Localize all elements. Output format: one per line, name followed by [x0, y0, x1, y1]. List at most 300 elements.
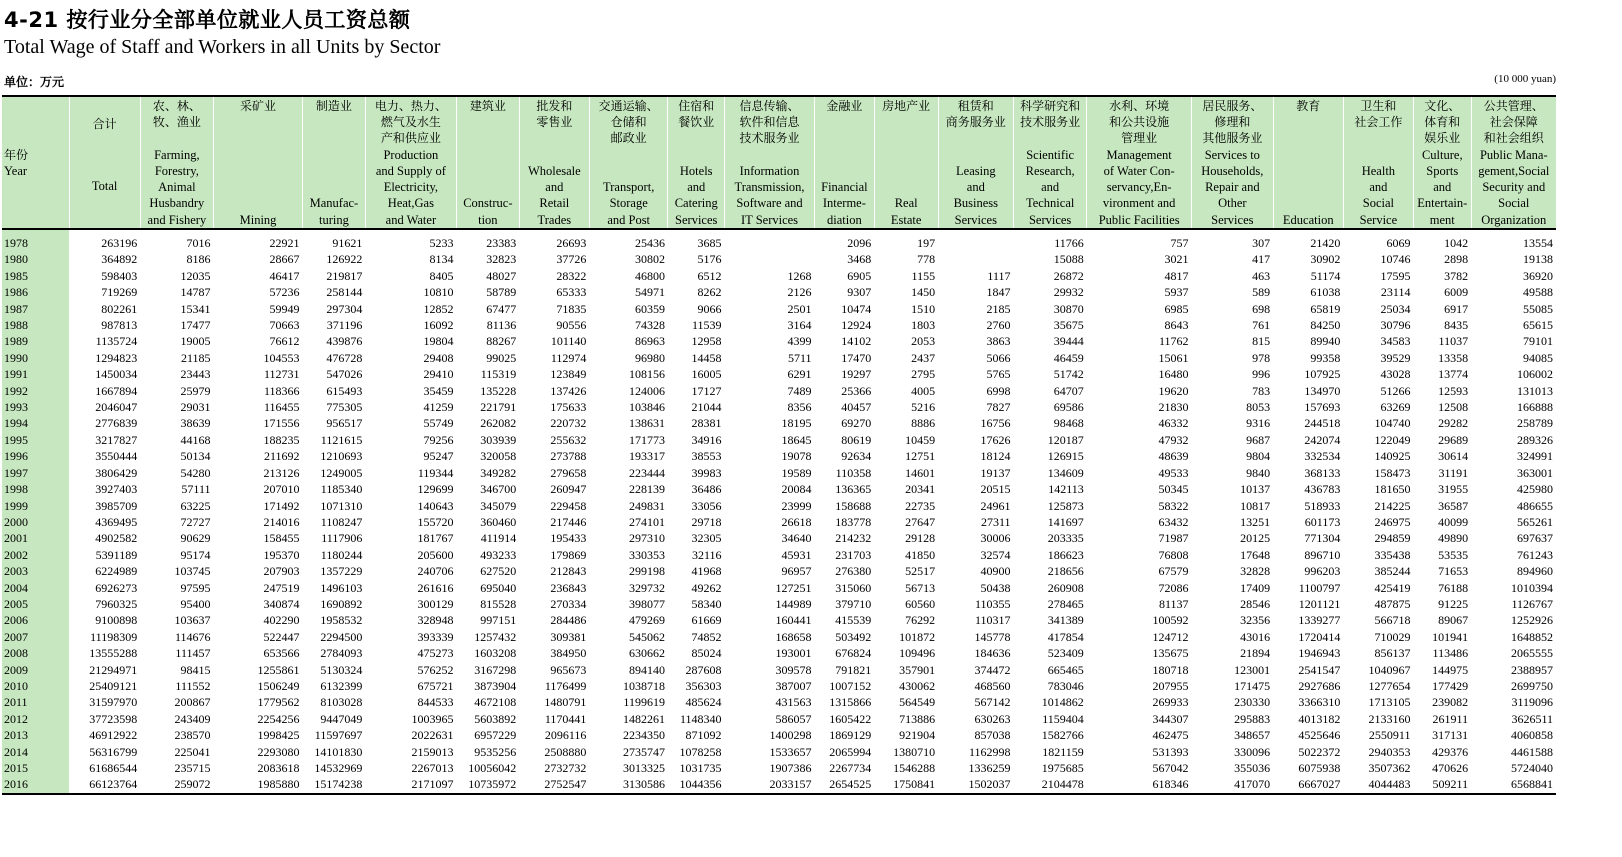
value-cell: 815528	[480, 596, 517, 611]
value-cell: 2159013	[411, 744, 454, 759]
value-cell: 55749	[423, 416, 454, 431]
value-cell: 39529	[1380, 350, 1411, 365]
value-cell: 53535	[1438, 547, 1469, 562]
value-cell: 1007152	[829, 678, 872, 693]
value-cell: 1336259	[968, 761, 1011, 775]
value-cell: 103637	[174, 613, 211, 628]
value-cell: 15341	[180, 301, 211, 316]
value-cell: 17127	[691, 383, 722, 398]
value-cell: 145778	[974, 629, 1011, 644]
table-row	[2, 612, 1556, 628]
value-cell: 856137	[1374, 646, 1411, 661]
value-cell: 2053	[911, 334, 936, 349]
value-cell: 1975685	[1041, 761, 1084, 775]
value-cell: 76808	[1158, 547, 1189, 562]
value-cell: 92634	[841, 449, 872, 464]
value-cell: 158473	[1374, 465, 1411, 480]
value-cell: 3366310	[1298, 695, 1341, 710]
value-cell: 246975	[1374, 514, 1411, 529]
value-cell: 330096	[1234, 744, 1271, 759]
value-cell: 13554	[1523, 236, 1553, 250]
value-cell: 309578	[775, 662, 812, 677]
value-cell: 630263	[974, 711, 1011, 726]
value-cell: 235715	[174, 761, 211, 775]
value-cell: 110317	[974, 613, 1011, 628]
value-cell: 131013	[1517, 383, 1553, 398]
value-cell: 101140	[550, 334, 587, 349]
value-cell: 221791	[480, 400, 517, 415]
value-cell: 260947	[550, 482, 587, 497]
value-cell: 618346	[1087, 776, 1192, 793]
value-cell: 14102	[841, 334, 872, 349]
value-cell: 387007	[775, 678, 812, 693]
value-cell: 51174	[1310, 268, 1341, 283]
value-cell: 19137	[980, 465, 1011, 480]
value-cell: 242074	[1304, 432, 1341, 447]
value-cell: 1210693	[320, 449, 363, 464]
value-cell: 1582766	[1041, 728, 1084, 743]
value-cell: 52517	[905, 564, 936, 579]
value-cell: 1014862	[1041, 695, 1084, 710]
year-cell: 1996	[2, 448, 69, 464]
value-cell: 110358	[835, 465, 872, 480]
value-cell: 19005	[180, 334, 211, 349]
page-title-en: Total Wage of Staff and Workers in all Units by Sector	[4, 36, 441, 58]
value-cell: 425980	[1517, 482, 1553, 497]
value-cell: 6917	[1444, 301, 1469, 316]
value-cell: 25409121	[89, 678, 138, 693]
value-cell: 3550444	[95, 449, 138, 464]
table-row	[2, 530, 1556, 546]
value-cell: 11539	[691, 318, 722, 333]
value-cell: 21044	[691, 400, 722, 415]
table-row	[2, 645, 1556, 661]
value-cell: 30796	[1380, 318, 1411, 333]
value-cell: 330353	[628, 547, 665, 562]
value-cell: 10735972	[456, 776, 519, 793]
value-cell: 12958	[691, 334, 722, 349]
value-cell: 3130586	[589, 776, 668, 793]
value-cell: 567142	[974, 695, 1011, 710]
value-cell: 921904	[899, 728, 936, 743]
value-cell: 104553	[263, 350, 300, 365]
value-cell	[938, 229, 1013, 251]
value-cell: 56713	[905, 580, 936, 595]
value-cell: 28381	[691, 416, 722, 431]
value-cell: 294859	[1374, 531, 1411, 546]
value-cell: 28322	[556, 268, 587, 283]
value-cell: 2388957	[1511, 662, 1553, 677]
value-cell: 509211	[1413, 776, 1471, 793]
value-cell: 214016	[263, 514, 300, 529]
value-cell: 81136	[486, 318, 517, 333]
value-cell: 71653	[1438, 564, 1469, 579]
year-cell: 1991	[2, 366, 69, 382]
column-header-cn: 公共管理、 社会保障 和社会组织	[1483, 99, 1544, 145]
value-cell: 315060	[835, 580, 872, 595]
value-cell: 996203	[1304, 564, 1341, 579]
value-cell: 757	[1170, 236, 1189, 250]
value-cell: 4525646	[1298, 728, 1341, 743]
value-cell: 462475	[1152, 728, 1189, 743]
value-cell: 37723598	[89, 711, 138, 726]
value-cell: 3021	[1164, 252, 1189, 267]
table-row	[2, 547, 1556, 563]
value-cell: 1315866	[829, 695, 872, 710]
value-cell: 1821159	[1042, 744, 1084, 759]
column-header	[214, 96, 303, 229]
value-cell: 5022372	[1298, 744, 1341, 759]
value-cell: 28546	[1240, 596, 1271, 611]
value-cell: 761243	[1517, 547, 1553, 562]
value-cell: 297304	[326, 301, 363, 316]
value-cell: 783046	[1047, 678, 1084, 693]
value-cell: 46912922	[89, 728, 138, 743]
value-cell: 60359	[634, 301, 665, 316]
value-cell: 43028	[1380, 367, 1411, 382]
column-header	[1273, 96, 1343, 229]
value-cell: 815	[1252, 334, 1271, 349]
value-cell: 19589	[781, 465, 812, 480]
value-cell: 158688	[835, 498, 872, 513]
value-cell: 2185	[986, 301, 1011, 316]
column-header-en: Scientific Research, and Technical Services	[1025, 147, 1075, 227]
value-cell: 195370	[263, 547, 300, 562]
value-cell: 88267	[486, 334, 517, 349]
value-cell: 5176	[697, 252, 722, 267]
column-header	[938, 96, 1013, 229]
value-cell: 138631	[628, 416, 665, 431]
value-cell: 3507362	[1368, 761, 1411, 775]
value-cell: 21420	[1310, 236, 1341, 250]
value-cell: 18195	[781, 416, 812, 431]
value-cell: 137426	[550, 383, 587, 398]
table-row	[2, 760, 1556, 776]
value-cell: 5066	[986, 350, 1011, 365]
value-cell: 379710	[835, 596, 872, 611]
value-cell: 34583	[1380, 334, 1411, 349]
value-cell: 6291	[787, 367, 812, 382]
column-header	[519, 96, 589, 229]
value-cell: 1078258	[679, 744, 722, 759]
value-cell: 13358	[1438, 350, 1469, 365]
value-cell: 32356	[1240, 613, 1271, 628]
value-cell: 1380710	[893, 744, 936, 759]
value-cell: 1648852	[1511, 629, 1553, 644]
value-cell: 55085	[1523, 301, 1553, 316]
value-cell: 1869129	[829, 728, 872, 743]
value-cell: 503492	[835, 629, 872, 644]
value-cell: 1480791	[544, 695, 587, 710]
value-cell: 38553	[691, 449, 722, 464]
value-cell: 307	[1252, 236, 1271, 250]
value-cell: 2234350	[622, 728, 665, 743]
value-cell: 1042	[1444, 236, 1469, 250]
value-cell: 27647	[905, 514, 936, 529]
value-cell: 32574	[980, 547, 1011, 562]
value-cell: 21294971	[89, 662, 138, 677]
value-cell: 260908	[1047, 580, 1084, 595]
value-cell: 58340	[691, 596, 722, 611]
value-cell: 4461588	[1511, 744, 1553, 759]
value-cell: 51266	[1380, 383, 1411, 398]
column-header-en: Wholesale and Retail Trades	[527, 163, 581, 227]
value-cell: 217446	[550, 514, 587, 529]
column-header-en: Transport, Storage and Post	[603, 180, 655, 227]
value-cell: 177429	[1432, 678, 1469, 693]
value-cell: 31955	[1438, 482, 1469, 497]
column-header-en: Leasing and Business Services	[953, 163, 999, 227]
table-row	[2, 563, 1556, 579]
value-cell: 5233	[429, 236, 454, 250]
table-row	[2, 596, 1556, 612]
year-cell: 2006	[2, 612, 69, 628]
value-cell: 171492	[263, 498, 300, 513]
value-cell: 219817	[326, 268, 363, 283]
value-cell: 894960	[1517, 564, 1553, 579]
value-cell: 229458	[550, 498, 587, 513]
value-cell: 76612	[269, 334, 300, 349]
value-cell: 31191	[1438, 465, 1469, 480]
value-cell: 1482261	[622, 711, 665, 726]
value-cell: 5391189	[95, 547, 138, 562]
column-header-en: Real Estate	[890, 196, 922, 227]
value-cell: 1690892	[320, 596, 363, 611]
value-cell: 586057	[775, 711, 812, 726]
value-cell: 4817	[1164, 268, 1189, 283]
value-cell: 29932	[1053, 285, 1084, 300]
value-cell: 522447	[263, 629, 300, 644]
value-cell: 35675	[1053, 318, 1084, 333]
page-title-cn: 4-21 按行业分全部单位就业人员工资总额	[4, 8, 411, 32]
value-cell: 223444	[628, 465, 665, 480]
value-cell: 531393	[1152, 744, 1189, 759]
value-cell: 2126	[787, 285, 812, 300]
value-cell: 212843	[550, 564, 587, 579]
value-cell: 12751	[905, 449, 936, 464]
value-cell: 719269	[101, 285, 138, 300]
column-header	[668, 96, 725, 229]
table-row	[2, 580, 1556, 596]
value-cell: 1185340	[320, 482, 363, 497]
value-cell: 171773	[628, 432, 665, 447]
value-cell: 20125	[1240, 531, 1271, 546]
value-cell: 6905	[847, 268, 872, 283]
value-cell: 10137	[1240, 482, 1271, 497]
value-cell: 119344	[417, 465, 454, 480]
value-cell: 27311	[980, 514, 1011, 529]
value-cell: 2096116	[544, 728, 587, 743]
value-cell: 2654525	[815, 776, 875, 793]
column-header-en: Manufac- turing	[309, 196, 359, 227]
value-cell: 1162998	[968, 744, 1011, 759]
value-cell: 38639	[180, 416, 211, 431]
value-cell: 2267734	[829, 761, 872, 775]
value-cell: 29282	[1438, 416, 1469, 431]
value-cell: 615493	[326, 383, 363, 398]
value-cell: 124712	[1152, 629, 1189, 644]
value-cell: 65819	[1310, 301, 1341, 316]
year-cell: 1988	[2, 317, 69, 333]
value-cell: 2267013	[411, 761, 454, 775]
value-cell: 956517	[326, 416, 363, 431]
value-cell: 36587	[1438, 498, 1469, 513]
value-cell: 997151	[480, 613, 517, 628]
value-cell: 64707	[1053, 383, 1084, 398]
value-cell: 978	[1252, 350, 1271, 365]
value-cell: 566718	[1374, 613, 1411, 628]
value-cell: 85024	[691, 646, 722, 661]
value-cell: 6224989	[95, 564, 138, 579]
value-cell: 332534	[1304, 449, 1341, 464]
value-cell: 175633	[550, 400, 587, 415]
value-cell: 10810	[423, 285, 454, 300]
value-cell: 5724040	[1511, 761, 1553, 775]
value-cell: 1603208	[474, 646, 517, 661]
value-cell: 101941	[1432, 629, 1469, 644]
value-cell: 3782	[1444, 268, 1469, 283]
value-cell: 61686544	[89, 761, 138, 775]
value-cell: 1339277	[1298, 613, 1341, 628]
value-cell: 142113	[1048, 482, 1084, 497]
value-cell: 1199619	[623, 695, 665, 710]
value-cell: 15088	[1053, 252, 1084, 267]
value-cell: 1010394	[1511, 580, 1553, 595]
value-cell: 2776839	[95, 416, 138, 431]
value-cell: 479269	[628, 613, 665, 628]
year-cell: 1995	[2, 432, 69, 448]
value-cell: 1249005	[320, 465, 363, 480]
value-cell: 713886	[899, 711, 936, 726]
value-cell: 4399	[787, 334, 812, 349]
value-cell: 2437	[911, 350, 936, 365]
table-row	[2, 711, 1556, 727]
value-cell: 123001	[1234, 662, 1271, 677]
value-cell: 214225	[1374, 498, 1411, 513]
value-cell: 126922	[326, 252, 363, 267]
value-cell: 116455	[263, 400, 300, 415]
value-cell: 50438	[980, 580, 1011, 595]
value-cell: 218656	[1047, 564, 1084, 579]
value-cell: 48639	[1158, 449, 1189, 464]
column-header-en: Year	[4, 163, 28, 178]
value-cell: 96957	[781, 564, 812, 579]
value-cell: 16756	[980, 416, 1011, 431]
value-cell: 46332	[1158, 416, 1189, 431]
value-cell: 214232	[835, 531, 872, 546]
value-cell: 72727	[180, 514, 211, 529]
value-cell: 429376	[1432, 744, 1469, 759]
value-cell: 4902582	[95, 531, 138, 546]
value-cell: 8356	[787, 400, 812, 415]
value-cell: 6075938	[1298, 761, 1341, 775]
table-row	[2, 776, 1556, 793]
column-header-cn: 住宿和 餐饮业	[678, 99, 715, 129]
value-cell: 247519	[263, 580, 300, 595]
value-cell: 258144	[326, 285, 363, 300]
value-cell: 567042	[1152, 761, 1189, 775]
value-cell: 90556	[556, 318, 587, 333]
column-header	[2, 96, 69, 229]
value-cell: 21894	[1240, 646, 1271, 661]
value-cell: 463	[1252, 268, 1271, 283]
value-cell: 417	[1252, 252, 1271, 267]
value-cell: 25436	[634, 236, 665, 250]
value-cell: 49890	[1438, 531, 1469, 546]
value-cell: 15061	[1158, 350, 1189, 365]
value-cell: 89940	[1310, 334, 1341, 349]
unit-label-en: (10 000 yuan)	[1494, 73, 1556, 85]
value-cell: 697637	[1517, 531, 1553, 546]
value-cell: 547026	[326, 367, 363, 382]
value-cell: 205600	[417, 547, 454, 562]
value-cell: 6985	[1164, 301, 1189, 316]
column-header-en: Culture, Sports and Entertain- ment	[1417, 147, 1468, 227]
column-header-cn: 教育	[1296, 99, 1321, 113]
value-cell: 3164	[787, 318, 812, 333]
value-cell	[938, 251, 1013, 267]
value-cell: 324991	[1517, 449, 1553, 464]
value-cell: 1268	[787, 268, 812, 283]
table-row	[2, 481, 1556, 497]
value-cell: 65615	[1523, 318, 1553, 333]
value-cell: 98468	[1053, 416, 1084, 431]
value-cell: 363001	[1517, 465, 1553, 480]
value-cell: 81137	[1158, 596, 1189, 611]
table-row	[2, 629, 1556, 645]
value-cell: 16005	[691, 367, 722, 382]
value-cell: 14601	[905, 465, 936, 480]
table-row	[2, 448, 1556, 464]
value-cell: 37726	[556, 252, 587, 267]
value-cell: 129699	[417, 482, 454, 497]
value-cell: 100592	[1152, 613, 1189, 628]
year-cell: 2010	[2, 678, 69, 694]
value-cell: 111552	[175, 678, 211, 693]
value-cell: 627520	[480, 564, 517, 579]
value-cell: 9316	[1246, 416, 1271, 431]
value-cell: 1031735	[679, 761, 722, 775]
column-header-en: Production and Supply of Electricity, Heat,Gas and Water	[375, 147, 446, 227]
value-cell: 76188	[1438, 580, 1469, 595]
value-cell: 8186	[186, 252, 211, 267]
value-cell: 104740	[1374, 416, 1411, 431]
value-cell: 171475	[1234, 678, 1271, 693]
column-header-cn: 制造业	[315, 99, 352, 113]
value-cell: 273788	[550, 449, 587, 464]
value-cell: 14458	[691, 350, 722, 365]
value-cell: 8262	[697, 285, 722, 300]
value-cell: 1252926	[1511, 613, 1553, 628]
value-cell: 360460	[480, 514, 517, 529]
year-cell: 1997	[2, 465, 69, 481]
value-cell: 113486	[1432, 646, 1469, 661]
value-cell: 36486	[691, 482, 722, 497]
value-cell	[725, 251, 815, 267]
value-cell: 54280	[180, 465, 211, 480]
value-cell: 90629	[180, 531, 211, 546]
column-header-cn: 建筑业	[469, 99, 506, 113]
value-cell: 19138	[1523, 252, 1553, 267]
value-cell: 1713105	[1368, 695, 1411, 710]
value-cell: 7489	[787, 383, 812, 398]
column-header-en: Hotels and Catering Services	[674, 163, 718, 227]
year-cell: 1989	[2, 333, 69, 349]
value-cell: 1038718	[622, 678, 665, 693]
value-cell: 17477	[180, 318, 211, 333]
value-cell: 21185	[180, 350, 211, 365]
value-cell: 95174	[180, 547, 211, 562]
